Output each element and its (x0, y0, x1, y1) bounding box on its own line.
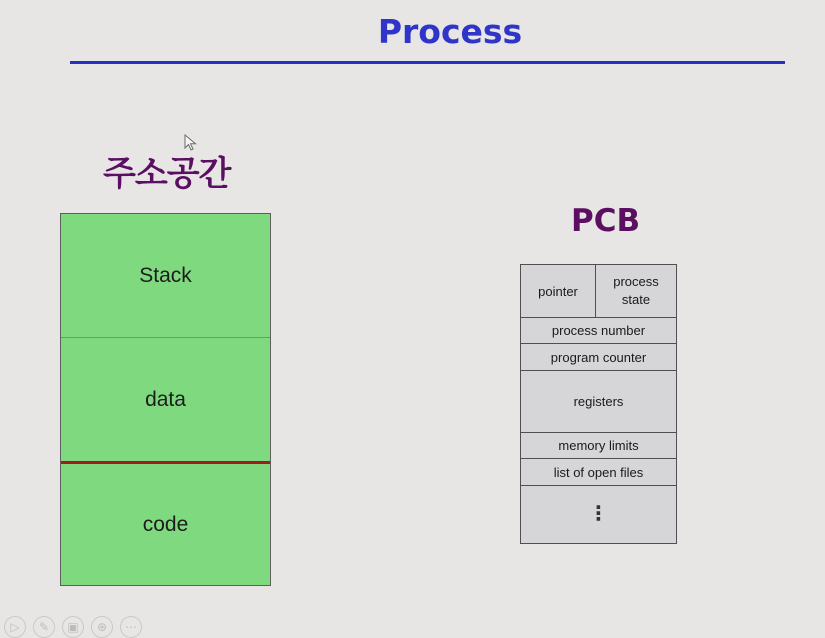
pen-icon[interactable]: ✎ (33, 616, 55, 638)
segment-stack: Stack (61, 214, 270, 338)
pcb-row-registers: registers (521, 371, 676, 433)
pcb-row-ellipsis (521, 486, 676, 543)
more-icon[interactable]: ⋯ (120, 616, 142, 638)
segment-code: code (142, 512, 189, 536)
process-state-line2: state (621, 292, 651, 307)
pcb-row-open-files: list of open files (521, 459, 676, 486)
zoom-icon[interactable]: ⊕ (91, 616, 113, 638)
pcb-row-program-counter: program counter (521, 344, 676, 371)
pcb-row-pointer-state (521, 265, 676, 318)
presentation-toolbar (4, 616, 142, 638)
address-space-diagram (60, 213, 271, 586)
pcb-row-memory-limits: memory limits (521, 433, 676, 459)
pcb-diagram (520, 264, 677, 544)
pcb-title: PCB (571, 203, 641, 239)
process-state-line1: process (613, 274, 659, 289)
ellipsis-text: ⋮ (588, 503, 609, 525)
address-space-title: 주소공간 (103, 154, 231, 194)
pcb-cell-process-state (596, 265, 676, 317)
play-icon[interactable]: ▷ (4, 616, 26, 638)
slide-title: Process (377, 12, 523, 51)
slides-icon[interactable]: ▣ (62, 616, 84, 638)
mouse-cursor-icon (184, 134, 198, 152)
segment-data: data (145, 388, 186, 411)
pcb-cell-pointer: pointer (521, 265, 596, 317)
pcb-row-process-number: process number (521, 318, 676, 344)
title-rule (70, 61, 785, 64)
